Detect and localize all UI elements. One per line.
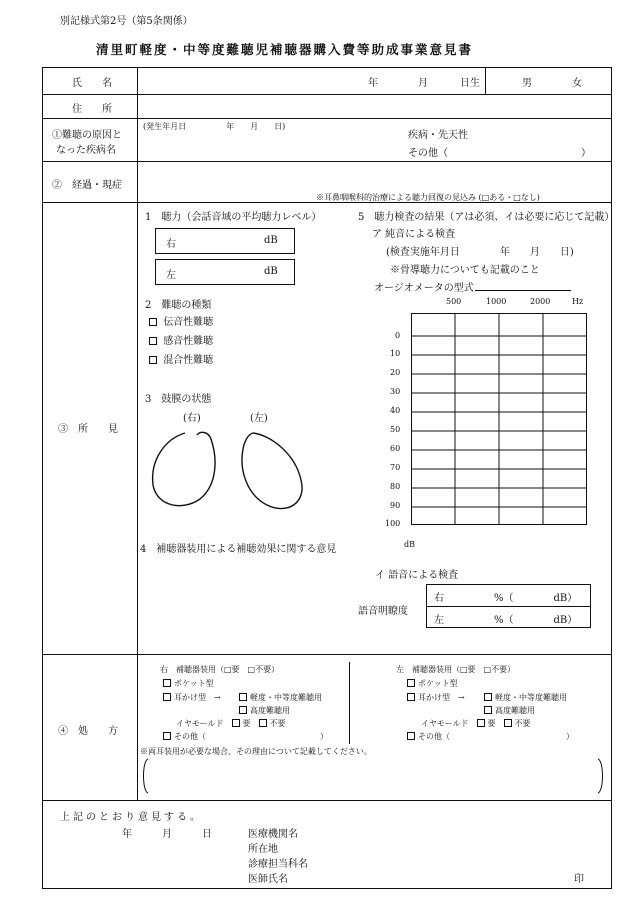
type-sensorineural[interactable]: 感音性難聴 [149, 332, 213, 347]
disease-congenital: 疾病・先天性 [408, 130, 468, 141]
eardrum-diagram [145, 425, 315, 517]
checkbox-icon[interactable] [163, 679, 171, 687]
left-other[interactable]: その他（ [407, 731, 450, 742]
cause-label-2: なった疾病名 [56, 145, 116, 156]
disease-other-close: ） [581, 148, 591, 159]
hearing-right-label: 右 [166, 239, 176, 250]
checkbox-icon[interactable] [239, 693, 247, 701]
dept-label: 診療担当科名 [248, 859, 308, 870]
db-80: 80 [390, 482, 401, 491]
right-aid-head: 右 補聴器装用（□要 □不要） [160, 665, 280, 674]
checkbox-icon[interactable] [163, 693, 171, 701]
test-results-title: 5 聴力検査の結果（アは必須、イは必要に応じて記載） [358, 212, 615, 223]
checkbox-icon[interactable] [407, 693, 415, 701]
speech-left[interactable]: 左 %（ dB） [434, 615, 578, 626]
cause-label: ①難聴の原因と [52, 130, 122, 141]
checkbox-icon[interactable] [407, 732, 415, 740]
audiogram-grid[interactable] [411, 313, 587, 525]
right-earmold: イヤモールド 要 不要 [176, 719, 286, 728]
right-other-close: ） [320, 732, 328, 741]
hearing-right-unit: dB [264, 235, 278, 246]
sex-female[interactable]: 女 [572, 78, 582, 89]
db-20: 20 [390, 368, 401, 377]
checkbox-icon[interactable] [477, 719, 485, 727]
pure-tone-date: (検査実施年月日 年 月 日) [386, 247, 574, 258]
db-90: 90 [390, 501, 401, 510]
binaural-note: ※両耳装用が必要な場合、その理由について記載してください。 [140, 747, 372, 756]
birth-month: 月 [418, 78, 428, 89]
checkbox-icon[interactable] [149, 337, 157, 345]
progress-label: ② 経過・現症 [52, 180, 122, 191]
speech-test-title: イ 語音による検査 [375, 570, 459, 581]
sex-male[interactable]: 男 [522, 78, 532, 89]
doctor-label: 医師氏名 [248, 874, 288, 885]
disease-other: その他（ [408, 148, 448, 159]
left-earmold: イヤモールド 要 不要 [421, 719, 531, 728]
db-axis-unit: dB [404, 540, 415, 549]
institution-label: 医療機関名 [248, 829, 298, 840]
right-pocket[interactable]: ポケット型 [163, 678, 214, 689]
checkbox-icon[interactable] [484, 693, 492, 701]
recovery-note: ※耳鼻咽喉科的治療による聴力回復の見込み (□ある・□なし) [316, 193, 540, 202]
db-60: 60 [390, 444, 401, 453]
left-pocket[interactable]: ポケット型 [407, 678, 458, 689]
name-field[interactable] [138, 68, 358, 94]
checkbox-icon[interactable] [239, 706, 247, 714]
freq-500: 500 [446, 297, 462, 306]
checkbox-icon[interactable] [484, 706, 492, 714]
checkbox-icon[interactable] [407, 679, 415, 687]
type-mixed[interactable]: 混合性難聴 [149, 351, 213, 366]
type-conductive[interactable]: 伝音性難聴 [149, 313, 213, 328]
page-title: 清里町軽度・中等度難聴児補聴器購入費等助成事業意見書 [96, 42, 474, 57]
eardrum-title: 3 鼓膜の状態 [145, 394, 212, 405]
hearing-left-unit: dB [264, 266, 278, 277]
left-aid-head: 左 補聴器装用（□要 □不要） [396, 665, 516, 674]
left-mild[interactable]: 軽度・中等度難聴用 [484, 692, 567, 703]
right-severe[interactable]: 高度難聴用 [239, 705, 290, 716]
speech-right[interactable]: 右 %（ dB） [434, 593, 578, 604]
label-column-divider [137, 67, 138, 800]
hearing-aid-effect-title: 4 補聴器装用による補聴効果に関する意見 [140, 544, 337, 555]
hearing-left-label: 左 [166, 270, 176, 281]
left-ear-hook[interactable]: 耳かけ型 → [407, 692, 465, 703]
left-severe[interactable]: 高度難聴用 [484, 705, 535, 716]
location-label: 所在地 [248, 844, 278, 855]
db-0: 0 [395, 331, 401, 340]
checkbox-icon[interactable] [149, 318, 157, 326]
freq-unit: Hz [572, 297, 584, 306]
right-other[interactable]: その他（ [163, 731, 206, 742]
prescription-label: ④ 処 方 [58, 726, 118, 737]
hearing-level-title: 1 聴力（会話音域の平均聴力レベル） [145, 212, 322, 223]
right-ear-hook[interactable]: 耳かけ型 → [163, 692, 221, 703]
freq-1000: 1000 [486, 297, 507, 306]
birth-day: 日生 [460, 78, 480, 89]
eardrum-left-label: (左) [250, 413, 268, 424]
address-field[interactable] [138, 95, 611, 118]
db-70: 70 [390, 463, 401, 472]
db-100: 100 [385, 519, 401, 528]
onset-date: (発生年月日 年 月 日) [143, 122, 286, 131]
prescription-divider [349, 662, 350, 744]
form-reference: 別記様式第2号（第5条関係） [60, 16, 193, 27]
address-label: 住 所 [72, 104, 112, 115]
bone-conduction-note: ※骨導聴力についても記載のこと [390, 265, 540, 276]
pure-tone-title: ア 純音による検査 [372, 229, 456, 240]
db-40: 40 [390, 406, 401, 415]
birth-year: 年 [368, 78, 378, 89]
right-mild[interactable]: 軽度・中等度難聴用 [239, 692, 322, 703]
audiometer-model-field[interactable] [475, 290, 571, 291]
name-label: 氏 名 [72, 78, 112, 89]
left-other-close: ） [566, 732, 574, 741]
checkbox-icon[interactable] [259, 719, 267, 727]
eardrum-right-label: (右) [183, 413, 201, 424]
db-50: 50 [390, 425, 401, 434]
binaural-reason-field[interactable] [140, 757, 606, 795]
speech-clarity-label: 語音明瞭度 [358, 606, 408, 617]
seal-mark: 印 [574, 874, 584, 885]
db-10: 10 [390, 349, 401, 358]
hearing-type-title: 2 難聴の種類 [145, 300, 212, 311]
freq-2000: 2000 [530, 297, 551, 306]
audiometer-model-label: オージオメータの型式 [374, 283, 474, 294]
checkbox-icon[interactable] [504, 719, 512, 727]
findings-label: ③ 所 見 [58, 424, 118, 435]
checkbox-icon[interactable] [149, 356, 157, 364]
statement: 上記のとおり意見する。 [60, 812, 203, 823]
checkbox-icon[interactable] [163, 732, 171, 740]
sign-date: 年 月 日 [122, 829, 212, 840]
db-30: 30 [390, 387, 401, 396]
checkbox-icon[interactable] [232, 719, 240, 727]
